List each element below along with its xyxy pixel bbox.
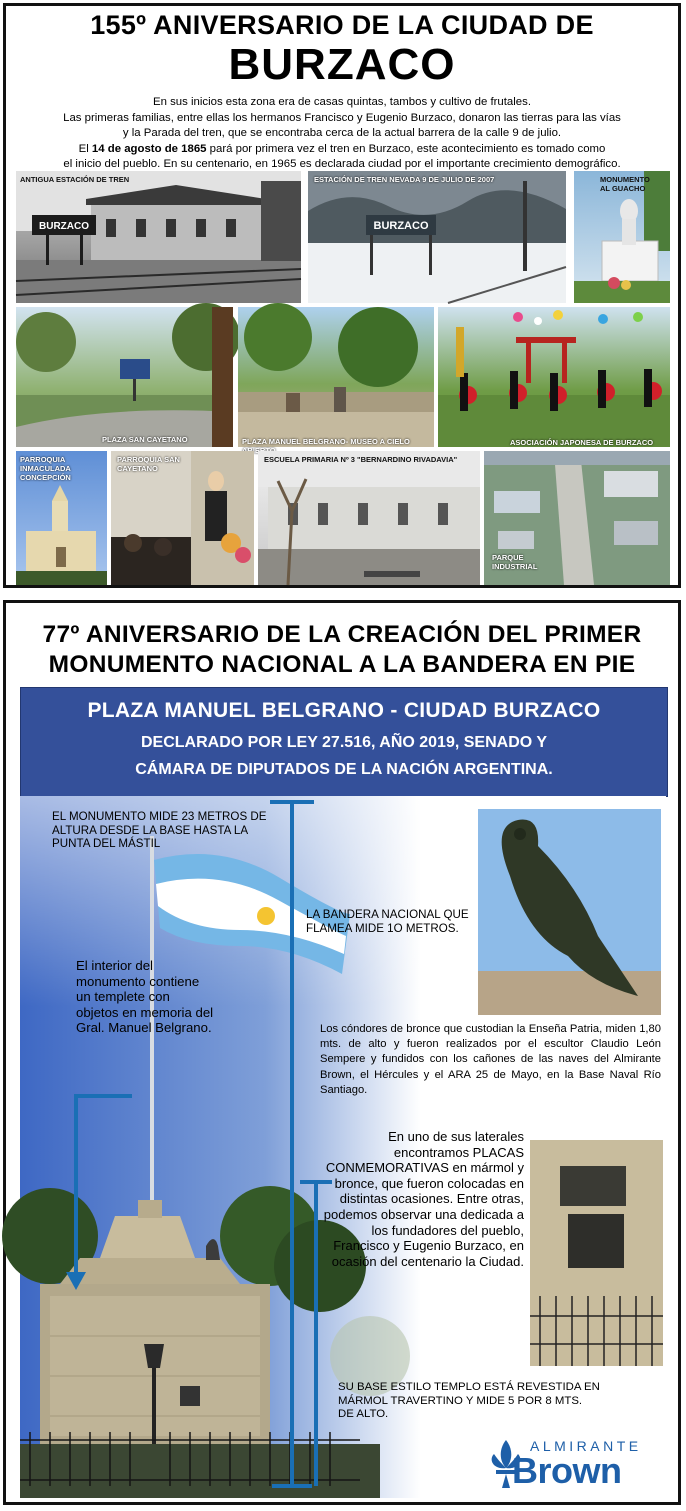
photo-snowy-station	[308, 171, 566, 303]
photo-caption: PARROQUIA INMACULADA CONCEPCIÓN	[20, 455, 71, 482]
plaza-san-cayetano-illustration	[16, 307, 233, 447]
photo-caption: PLAZA SAN CAYETANO	[102, 435, 188, 444]
monument-panel	[3, 600, 681, 1505]
intro-date: 14 de agosto de 1865	[91, 142, 207, 155]
intro-line: y la Parada del tren, que se encontraba cerca de la actual barrera de la calle 9 de julio.	[122, 127, 562, 139]
plaza-declaration-banner	[20, 687, 668, 797]
panel1-intro-text	[20, 95, 664, 173]
panel1-title-city: BURZACO	[228, 40, 456, 89]
panel2-title-line2: MONUMENTO NACIONAL A LA BANDERA EN PIE	[48, 651, 636, 678]
condors-note: Los cóndores de bronce que custodian la Enseña Patria, miden 1,80 mts. de alto y fueron realizados por el escultor Claudio León Sempere y fundidos con los cañones de las naves del Almirante Brown, el Hércules y el ARA 25 de Mayo, en la Base Naval Río Santiago.	[320, 1023, 661, 1096]
school-illustration	[258, 451, 480, 585]
photo-old-train-station	[16, 171, 301, 303]
flag-size-note: LA BANDERA NACIONAL QUE FLAMEA MIDE 1O METROS.	[306, 908, 469, 935]
photo-guacho-monument	[574, 171, 670, 303]
photo-parroquia-inmaculada	[16, 451, 107, 585]
banner-subtitle-line: CÁMARA DE DIPUTADOS DE LA NACIÓN ARGENTINA.	[135, 761, 553, 778]
photo-parroquia-san-cayetano	[111, 451, 254, 585]
photo-caption: PARQUE INDUSTRIAL	[492, 553, 538, 571]
photo-japanese-association	[438, 307, 670, 447]
photo-caption: PLAZA MANUEL BELGRANO- MUSEO A CIELO	[242, 437, 410, 446]
intro-line: Las primeras familias, entre ellas los hermanos Francisco y Eugenio Burzaco, donaron las tierras para las vías	[63, 111, 621, 124]
logo-label-main: Brown	[512, 1450, 622, 1491]
photo-caption: ASOCIACIÓN JAPONESA DE BURZACO	[510, 438, 654, 447]
banner-title: PLAZA MANUEL BELGRANO - CIUDAD BURZACO	[87, 699, 601, 722]
photo-caption: PARROQUIA SAN CAYETANO	[117, 455, 180, 473]
old-station-sign: BURZACO	[39, 221, 89, 232]
banner-subtitle-line: DECLARADO POR LEY 27.516, AÑO 2019, SENADO Y	[140, 734, 548, 751]
panel1-title-line1: 155º ANIVERSARIO DE LA CIUDAD DE	[90, 10, 594, 40]
japanese-association-illustration	[438, 307, 670, 447]
banner-subtitle	[21, 729, 667, 783]
commemorative-plaques-note: En uno de sus laterales encontramos PLACAS CONMEMORATIVAS en mármol y bronce, que fueron colocadas en distintas ocasiones. Entre otras, podemos observar una dedicada a los fundadores del pueblo, Francisco y Eugenio Burzaco, en ocasión del centenario la Ciudad.	[323, 1129, 524, 1269]
photo-caption: MONUMENTO AL GUACHO	[600, 175, 650, 193]
intro-text: pará por primera vez el tren en Burzaco, este acontecimiento es tomado como	[209, 142, 606, 155]
photo-escuela-primaria	[258, 451, 480, 585]
intro-text: El	[78, 142, 89, 155]
almirante-brown-logo	[486, 1434, 664, 1494]
old-station-illustration	[16, 171, 301, 303]
intro-line: el inicio del pueblo. En su centenario, en 1965 es declarada ciudad por el importante crecimiento demográfico.	[63, 158, 621, 170]
panel2-title-line1: 77º ANIVERSARIO DE LA CREACIÓN DEL PRIMER	[42, 621, 642, 648]
photo-parque-industrial	[484, 451, 670, 585]
intro-line	[20, 142, 664, 158]
plaza-belgrano-illustration	[238, 307, 434, 447]
logo-label-top: ALMIRANTE	[530, 1438, 642, 1454]
snowy-station-sign: BURZACO	[373, 220, 429, 232]
photo-caption: ESCUELA PRIMARIA Nº 3 "BERNARDINO RIVADAVIA"	[264, 455, 458, 464]
snowy-station-illustration	[308, 171, 566, 303]
intro-line: En sus inicios esta zona era de casas quintas, tambos y cultivo de frutales.	[153, 96, 531, 108]
anniversary-panel-burzaco	[3, 3, 681, 588]
photo-plaza-san-cayetano	[16, 307, 233, 447]
monument-height-note: EL MONUMENTO MIDE 23 METROS DE ALTURA DESDE LA BASE HASTA LA PUNTA DEL MÁSTIL	[52, 810, 267, 850]
monument-scene	[20, 796, 666, 1498]
photo-caption: ESTACIÓN DE TREN NEVADA 9 DE JULIO DE 2007	[314, 175, 495, 184]
interior-templete-note: El interior del monumento contiene un templete con objetos en memoria del Gral. Manuel Belgrano.	[76, 958, 214, 1036]
photo-caption: ANTIGUA ESTACIÓN DE TREN	[20, 175, 130, 184]
photo-plaza-manuel-belgrano	[238, 307, 434, 447]
base-temple-note: SU BASE ESTILO TEMPLO ESTÁ REVESTIDA EN MÁRMOL TRAVERTINO Y MIDE 5 POR 8 MTS. DE ALTO.	[338, 1381, 600, 1420]
